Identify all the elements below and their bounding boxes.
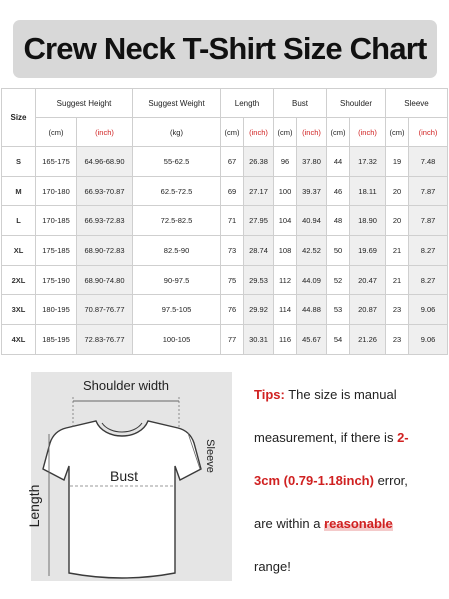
table-row <box>2 265 448 295</box>
length-in-cell: 29.92 <box>244 295 274 325</box>
unit-cm: (cm) <box>327 118 350 147</box>
unit-cm: (cm) <box>386 118 409 147</box>
shoulder-in-cell: 18.11 <box>350 176 386 206</box>
table-row <box>2 325 448 355</box>
weight-cell: 82.5-90 <box>133 236 221 266</box>
weight-cell: 100-105 <box>133 325 221 355</box>
shoulder-in-cell: 21.26 <box>350 325 386 355</box>
length-cm-cell: 73 <box>221 236 244 266</box>
tshirt-illustration <box>0 371 235 599</box>
length-cm-cell: 71 <box>221 206 244 236</box>
height-in-cell: 66.93-72.83 <box>77 206 133 236</box>
length-cm-cell: 75 <box>221 265 244 295</box>
tips-line-5 <box>254 556 444 577</box>
bust-header: Bust <box>274 89 327 118</box>
height-in-cell: 68.90-72.83 <box>77 236 133 266</box>
tips-line-4 <box>254 513 444 534</box>
table-header-groups <box>2 89 448 118</box>
sleeve-in-cell: 7.87 <box>409 206 448 236</box>
unit-inch: (inch) <box>77 118 133 147</box>
shoulder-cm-cell: 54 <box>327 325 350 355</box>
length-cm-cell: 67 <box>221 147 244 177</box>
bust-cm-cell: 100 <box>274 176 297 206</box>
shoulder-in-cell: 17.32 <box>350 147 386 177</box>
length-in-cell: 30.31 <box>244 325 274 355</box>
length-cm-cell: 76 <box>221 295 244 325</box>
tips-text-2a: measurement, if there is <box>254 429 398 445</box>
height-in-cell: 68.90-74.80 <box>77 265 133 295</box>
bust-in-cell: 42.52 <box>297 236 327 266</box>
unit-inch: (inch) <box>350 118 386 147</box>
shoulder-cm-cell: 53 <box>327 295 350 325</box>
weight-cell: 90-97.5 <box>133 265 221 295</box>
height-cm-cell: 165-175 <box>36 147 77 177</box>
size-cell: L <box>2 206 36 236</box>
sleeve-cm-cell: 20 <box>386 176 409 206</box>
height-cm-cell: 175-190 <box>36 265 77 295</box>
size-cell: S <box>2 147 36 177</box>
tips-note <box>254 384 444 599</box>
bust-cm-cell: 108 <box>274 236 297 266</box>
sleeve-cm-cell: 23 <box>386 295 409 325</box>
weight-cell: 97.5-105 <box>133 295 221 325</box>
size-cell: 4XL <box>2 325 36 355</box>
table-header-units <box>2 118 448 147</box>
height-cm-cell: 185-195 <box>36 325 77 355</box>
size-cell: XL <box>2 236 36 266</box>
length-in-cell: 27.17 <box>244 176 274 206</box>
shoulder-cm-cell: 44 <box>327 147 350 177</box>
tips-text-1: The size is manual <box>284 387 397 402</box>
height-cm-cell: 170-185 <box>36 206 77 236</box>
weight-header: Suggest Weight <box>133 89 221 118</box>
sleeve-in-cell: 9.06 <box>409 295 448 325</box>
sleeve-cm-cell: 19 <box>386 147 409 177</box>
size-column-header: Size <box>2 89 36 147</box>
sleeve-cm-cell: 21 <box>386 236 409 266</box>
height-in-cell: 66.93-70.87 <box>77 176 133 206</box>
size-cell: 2XL <box>2 265 36 295</box>
bust-in-cell: 39.37 <box>297 176 327 206</box>
bust-cm-cell: 114 <box>274 295 297 325</box>
sleeve-in-cell: 9.06 <box>409 325 448 355</box>
bust-in-cell: 37.80 <box>297 147 327 177</box>
weight-cell: 62.5-72.5 <box>133 176 221 206</box>
length-in-cell: 26.38 <box>244 147 274 177</box>
sleeve-in-cell: 8.27 <box>409 265 448 295</box>
weight-cell: 55-62.5 <box>133 147 221 177</box>
tips-label: Tips: <box>254 387 285 402</box>
unit-inch: (inch) <box>409 118 448 147</box>
sleeve-in-cell: 7.87 <box>409 176 448 206</box>
tips-text-2b: 2- <box>397 429 409 445</box>
tips-error-range: 3cm (0.79-1.18inch) <box>254 472 374 488</box>
height-in-cell: 70.87-76.77 <box>77 295 133 325</box>
unit-cm: (cm) <box>274 118 297 147</box>
tips-line-2 <box>254 427 444 448</box>
shoulder-in-cell: 20.47 <box>350 265 386 295</box>
tips-text-3b: error, <box>373 472 408 488</box>
chart-title: Crew Neck T-Shirt Size Chart <box>13 20 437 78</box>
length-cm-cell: 69 <box>221 176 244 206</box>
sleeve-header: Sleeve <box>386 89 448 118</box>
shoulder-cm-cell: 46 <box>327 176 350 206</box>
size-table <box>1 88 448 355</box>
height-cm-cell: 170-180 <box>36 176 77 206</box>
length-cm-cell: 77 <box>221 325 244 355</box>
unit-inch: (inch) <box>244 118 274 147</box>
bust-in-cell: 44.88 <box>297 295 327 325</box>
sleeve-label: Sleeve <box>204 439 216 473</box>
length-header: Length <box>221 89 274 118</box>
bust-cm-cell: 116 <box>274 325 297 355</box>
unit-cm: (cm) <box>221 118 244 147</box>
bust-cm-cell: 112 <box>274 265 297 295</box>
height-in-cell: 64.96-68.90 <box>77 147 133 177</box>
sleeve-cm-cell: 20 <box>386 206 409 236</box>
height-cm-cell: 180-195 <box>36 295 77 325</box>
shoulder-in-cell: 18.90 <box>350 206 386 236</box>
tips-text-5: range! <box>254 558 291 574</box>
unit-inch: (inch) <box>297 118 327 147</box>
shoulder-cm-cell: 48 <box>327 206 350 236</box>
bust-in-cell: 44.09 <box>297 265 327 295</box>
length-label: Length <box>26 484 42 528</box>
bust-in-cell: 45.67 <box>297 325 327 355</box>
sleeve-in-cell: 8.27 <box>409 236 448 266</box>
shoulder-cm-cell: 50 <box>327 236 350 266</box>
length-in-cell: 27.95 <box>244 206 274 236</box>
sleeve-cm-cell: 23 <box>386 325 409 355</box>
table-row <box>2 236 448 266</box>
length-in-cell: 29.53 <box>244 265 274 295</box>
table-row <box>2 176 448 206</box>
tips-line-1 <box>254 384 444 405</box>
size-rows <box>2 147 448 355</box>
tips-reasonable: reasonable <box>324 515 393 531</box>
tips-text-4a: are within a <box>254 515 325 531</box>
shoulder-in-cell: 19.69 <box>350 236 386 266</box>
unit-cm: (cm) <box>36 118 77 147</box>
height-in-cell: 72.83-76.77 <box>77 325 133 355</box>
sleeve-in-cell: 7.48 <box>409 147 448 177</box>
size-cell: M <box>2 176 36 206</box>
tips-line-3 <box>254 470 444 491</box>
shoulder-cm-cell: 52 <box>327 265 350 295</box>
length-in-cell: 28.74 <box>244 236 274 266</box>
shoulder-width-label: Shoulder width <box>83 378 169 393</box>
table-row <box>2 295 448 325</box>
bust-cm-cell: 104 <box>274 206 297 236</box>
bust-in-cell: 40.94 <box>297 206 327 236</box>
table-row <box>2 206 448 236</box>
size-cell: 3XL <box>2 295 36 325</box>
bust-label: Bust <box>109 468 139 484</box>
sleeve-cm-cell: 21 <box>386 265 409 295</box>
bust-cm-cell: 96 <box>274 147 297 177</box>
weight-cell: 72.5-82.5 <box>133 206 221 236</box>
height-header: Suggest Height <box>36 89 133 118</box>
height-cm-cell: 175-185 <box>36 236 77 266</box>
table-row <box>2 147 448 177</box>
shoulder-in-cell: 20.87 <box>350 295 386 325</box>
unit-kg: (kg) <box>133 118 221 147</box>
shoulder-header: Shoulder <box>327 89 386 118</box>
